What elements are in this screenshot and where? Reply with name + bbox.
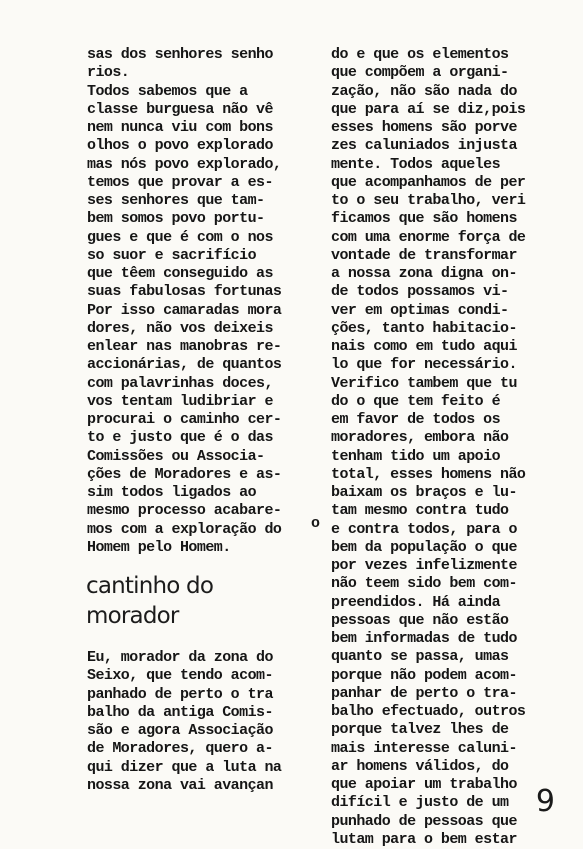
text-line: porque não podem acom- [331,666,517,684]
text-line: e contra todos, para o [331,520,517,538]
text-line: pessoas que não estão [331,611,509,629]
text-line: lo que for necessário. [331,356,517,374]
text-line: accionárias, de quantos [87,356,282,374]
text-line: que acompanhamos de per [331,173,526,191]
text-line: por vezes infelizmente [331,557,517,574]
text-line: balho efectuado, outros [331,703,526,720]
text-line: so suor e sacrifício [87,246,257,264]
text-line: nem nunca viu com bons [87,119,273,136]
text-line: Eu, morador da zona do [87,649,273,666]
text-line: vos tentam ludibriar e [87,392,273,410]
text-line: suas fabulosas fortunas [87,283,282,301]
text-line: olhos o povo explorado [87,137,273,155]
text-line: com uma enorme força de [331,228,526,246]
stray-mark: o [311,515,321,532]
text-line: ses senhores que tam- [87,192,265,209]
text-line: total, esses homens não [331,465,526,483]
text-line: Homem pelo Homem. [87,538,231,556]
text-line: ções de Moradores e as- [87,465,282,483]
text-line: de Moradores, quero a- [87,740,273,758]
section-heading-line-1: cantinho do [86,573,214,599]
text-line: Seixo, que tendo acom- [87,667,273,685]
text-line: tenham tido um apoio [331,447,501,465]
text-line: quanto se passa, umas [331,648,509,666]
text-line: vontade de transformar [331,246,517,264]
text-line: to o seu trabalho, veri [331,192,526,209]
text-line: temos que provar a es- [87,173,273,191]
text-line: Verifico tambem que tu [331,374,517,392]
text-line: com palavrinhas doces, [87,374,273,392]
text-line: do o que tem feito é [331,392,501,410]
text-line: bem da população o que [331,538,517,556]
text-line: nossa zona vai avançan [87,776,273,794]
page-number: 9 [535,784,555,819]
text-line: qui dizer que a luta na [87,758,282,776]
right-column-letter [331,46,525,849]
text-line: são e agora Associação [87,722,273,739]
text-line: nais como em tudo aqui [331,338,517,355]
text-line: bem informadas de tudo [331,630,517,647]
text-line: Comissões ou Associa- [87,447,265,465]
text-line: mas nós povo explorado, [87,155,282,173]
text-line: preendidos. Há ainda [331,593,501,611]
text-line: que compõem a organi- [331,64,509,82]
text-line: esses homens são porve [331,119,517,136]
text-line: a nossa zona digna on- [331,265,517,282]
text-line: ficamos que são homens [331,210,517,228]
text-line: moradores, embora não [331,429,509,447]
section-heading-line-2: morador [86,603,179,629]
text-line: em favor de todos os [331,411,501,428]
text-line: rios. [87,64,130,82]
text-line: ções, tanto habitacio- [331,319,517,337]
text-line: zação, não são nada do [331,82,517,100]
text-line: que para aí se diz,pois [331,100,526,118]
text-line: to e justo que é o das [87,429,273,447]
text-line: zes caluniados injusta [331,137,517,155]
text-line: mos com a exploração do [87,520,282,538]
text-line: gues e que é com o nos [87,228,273,246]
text-line: porque talvez lhes de [331,721,509,739]
text-line: lutam para o bem estar [331,830,517,848]
text-line: difícil e justo de um [331,794,509,812]
text-line: punhado de pessoas que [331,812,517,830]
text-line: de todos possamos vi- [331,283,509,301]
text-line: mente. Todos aqueles [331,155,501,173]
text-line: procurai o caminho cer- [87,411,282,428]
text-line: panhar de perto o tra- [331,684,517,702]
text-line: sim todos ligados ao [87,484,257,501]
text-line: não teem sido bem com- [331,575,517,593]
text-line: que apoiar um trabalho [331,776,517,793]
text-line: balho da antiga Comis- [87,703,273,721]
text-line: do e que os elementos [331,46,509,63]
section-heading [86,571,213,631]
text-line: mesmo processo acabare- [87,502,282,520]
text-line: panhado de perto o tra [87,685,273,703]
left-column-article-end [87,46,281,557]
text-line: sas dos senhores senho [87,46,273,63]
text-line: classe burguesa não vê [87,100,273,118]
text-line: Por isso camaradas mora [87,301,282,319]
text-line: Todos sabemos que a [87,82,248,100]
text-line: dores, não vos deixeis [87,319,273,337]
text-line: ar homens válidos, do [331,757,509,775]
text-line: que têem conseguido as [87,265,273,282]
text-line: baixam os braços e lu- [331,484,517,501]
text-line: tam mesmo contra tudo [331,502,509,520]
left-column-letter-start [87,649,281,795]
text-line: enlear nas manobras re- [87,338,282,355]
text-line: ver em optimas condi- [331,301,509,319]
text-line: mais interesse caluni- [331,739,517,757]
text-line: bem somos povo portu- [87,210,265,228]
